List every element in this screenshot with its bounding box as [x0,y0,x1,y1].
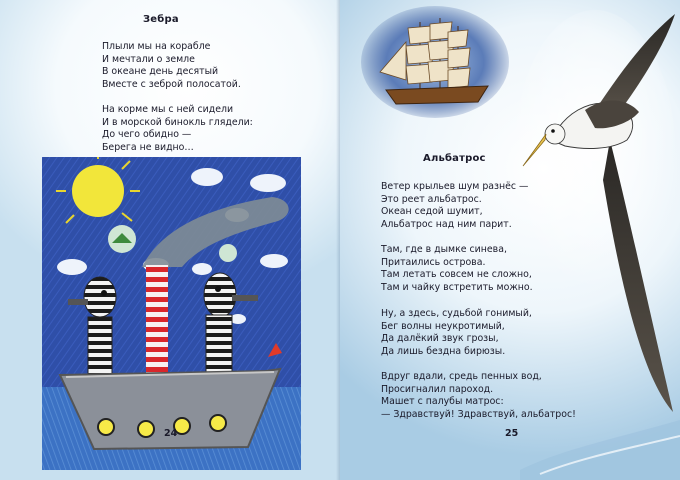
albatross-illustration [515,0,680,420]
page-right [340,0,680,480]
albatross-stanza-1: Ветер крыльев шум разнёс — Это реет альбатрос. Океан седой шумит, Альбатрос над ним парит. [381,181,529,230]
sea-waves-decoration [520,410,680,480]
poem-title-zebra: Зебра [143,14,179,25]
albatross-stanza-3: Ну, а здесь, судьбой гонимый, Бег волны неукротимый, Да далёкий звук грозы, Да лишь бездна бирюзы. [381,308,532,357]
child-drawing-illustration [42,157,301,470]
zebra-stanza-1: Плыли мы на корабле И мечтали о земле В океане день десятый Вместе с зеброй полосатой. [102,41,241,90]
albatross-stanza-4: Вдруг вдали, средь пенных вод, Просигналил пароход. Машет с палубы матрос: — Здравствуй! Здравствуй, альбатрос! [381,371,576,420]
page-number-left: 24 [164,428,178,439]
zebra-stanza-2: На корме мы с ней сидели И в морской бинокль глядели: До чего обидно — Берега не видно… [102,104,253,153]
albatross-stanza-2: Там, где в дымке синева, Притаились острова. Там летать совсем не сложно, Там и чайку встретить можно. [381,244,533,293]
poem-title-albatross: Альбатрос [423,153,486,164]
sailing-ship-icon [360,2,510,120]
page-number-right: 25 [505,428,519,439]
